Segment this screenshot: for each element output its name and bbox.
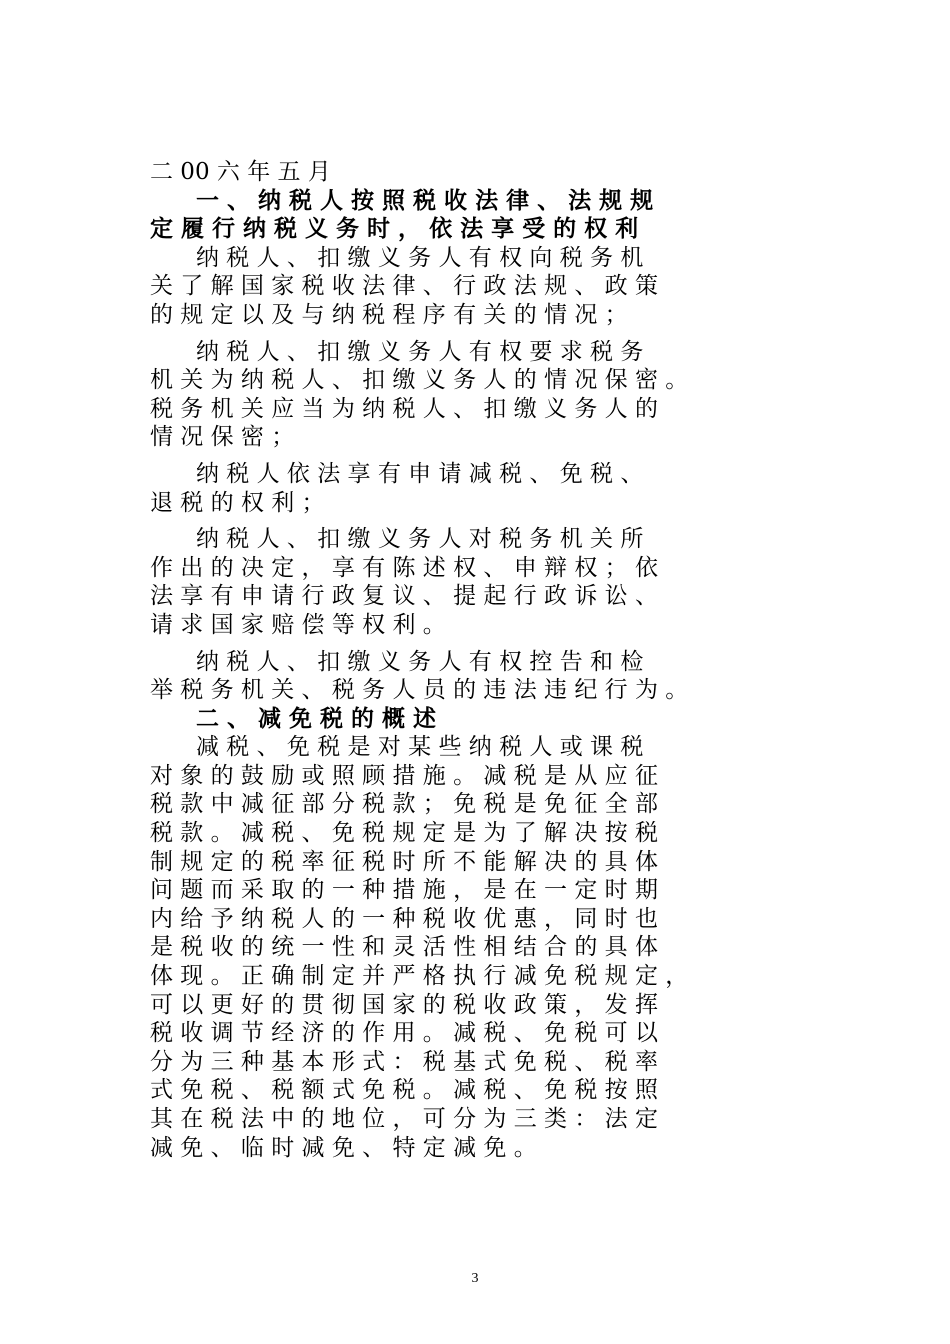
paragraph-line: 纳 税 人 依 法 享 有 申 请 减 税 、 免 税 、 xyxy=(150,460,644,487)
paragraph-line: 制 规 定 的 税 率 征 税 时 所 不 能 解 决 的 具 体 xyxy=(150,848,658,875)
paragraph-line: 的 规 定 以 及 与 纳 税 程 序 有 关 的 情 况 ； xyxy=(150,301,628,328)
paragraph xyxy=(150,525,810,639)
paragraph-line: 分 为 三 种 基 本 形 式 ： 税 基 式 免 税 、 税 率 xyxy=(150,1048,658,1075)
section-heading-2: 二 、 减 免 税 的 概 述 xyxy=(150,705,437,732)
page-number: 3 xyxy=(471,1271,479,1286)
paragraph-line: 纳 税 人 、 扣 缴 义 务 人 有 权 控 告 和 检 xyxy=(150,648,644,675)
paragraph-gap xyxy=(150,452,810,460)
paragraph-line: 税 收 调 节 经 济 的 作 用 。 减 税 、 免 税 可 以 xyxy=(150,1020,658,1047)
paragraph-line: 税 款 。 减 税 、 免 税 规 定 是 为 了 解 决 按 税 xyxy=(150,820,658,847)
paragraph-line: 纳 税 人 、 扣 缴 义 务 人 对 税 务 机 关 所 xyxy=(150,526,644,553)
section-heading-1-line-1: 一 、 纳 税 人 按 照 税 收 法 律 、 法 规 规 xyxy=(150,187,654,214)
paragraph-gap xyxy=(150,640,810,648)
paragraph-line: 其 在 税 法 中 的 地 位 ， 可 分 为 三 类 ： 法 定 xyxy=(150,1106,658,1132)
paragraph-line: 减 免 、 临 时 减 免 、 特 定 减 免 。 xyxy=(150,1134,537,1161)
paragraph-line: 问 题 而 采 取 的 一 种 措 施 ， 是 在 一 定 时 期 xyxy=(150,877,658,904)
paragraph-line: 纳 税 人 、 扣 缴 义 务 人 有 权 要 求 税 务 xyxy=(150,338,644,365)
paragraph-line: 体 现 。 正 确 制 定 并 严 格 执 行 减 免 税 规 定 ， xyxy=(150,963,689,990)
paragraph-gap xyxy=(150,330,810,338)
paragraph-line: 税 务 机 关 应 当 为 纳 税 人 、 扣 缴 义 务 人 的 xyxy=(150,395,658,422)
paragraph-line: 内 给 予 纳 税 人 的 一 种 税 收 优 惠 ， 同 时 也 xyxy=(150,905,658,932)
paragraph-line: 退 税 的 权 利 ； xyxy=(150,489,325,516)
paragraph-line: 是 税 收 的 统 一 性 和 灵 活 性 相 结 合 的 具 体 xyxy=(150,934,658,961)
paragraph-line: 请 求 国 家 赔 偿 等 权 利 。 xyxy=(150,611,446,638)
paragraph xyxy=(150,338,810,452)
paragraph-line: 税 款 中 减 征 部 分 税 款 ； 免 税 是 免 征 全 部 xyxy=(150,791,658,818)
paragraph xyxy=(150,244,810,330)
paragraph-line: 情 况 保 密 ； xyxy=(150,424,295,451)
date-line: 二 00 六 年 五 月 xyxy=(150,159,331,185)
paragraph xyxy=(150,733,810,1162)
paragraph-line: 式 免 税 、 税 额 式 免 税 。 减 税 、 免 税 按 照 xyxy=(150,1077,658,1104)
paragraph-line: 可 以 更 好 的 贯 彻 国 家 的 税 收 政 策 ， 发 挥 xyxy=(150,991,658,1018)
paragraph-line: 关 了 解 国 家 税 收 法 律 、 行 政 法 规 、 政 策 xyxy=(150,273,658,300)
paragraph-line: 纳 税 人 、 扣 缴 义 务 人 有 权 向 税 务 机 xyxy=(150,244,644,271)
paragraph xyxy=(150,460,810,517)
paragraph-line: 机 关 为 纳 税 人 、 扣 缴 义 务 人 的 情 况 保 密 。 xyxy=(150,367,689,394)
paragraph-line: 举 税 务 机 关 、 税 务 人 员 的 违 法 违 纪 行 为 。 xyxy=(150,677,689,704)
paragraph-gap xyxy=(150,517,810,525)
document-body xyxy=(150,158,810,1162)
paragraph xyxy=(150,648,810,705)
paragraph-line: 对 象 的 鼓 励 或 照 顾 措 施 。 减 税 是 从 应 征 xyxy=(150,762,658,789)
paragraph-line: 作 出 的 决 定 ， 享 有 陈 述 权 、 申 辩 权 ； 依 xyxy=(150,554,658,581)
paragraph-line: 法 享 有 申 请 行 政 复 议 、 提 起 行 政 诉 讼 、 xyxy=(150,583,658,610)
section-heading-1-line-2: 定 履 行 纳 税 义 务 时 ， 依 法 享 受 的 权 利 xyxy=(150,216,639,243)
paragraph-line: 减 税 、 免 税 是 对 某 些 纳 税 人 或 课 税 xyxy=(150,734,644,761)
